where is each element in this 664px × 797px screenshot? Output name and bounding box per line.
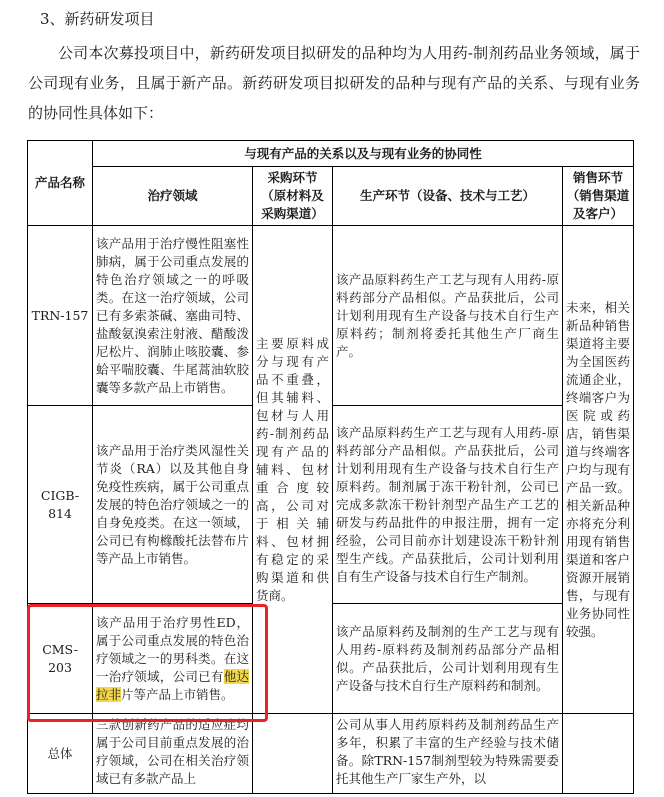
- product-relation-table: [27, 140, 634, 794]
- product-name: CIGB-814: [28, 406, 93, 604]
- therapy-cell: [93, 604, 253, 714]
- col-header-sales: 销售环节（销售渠道及客户）: [563, 167, 634, 226]
- therapy-cell: 三款创新药产品的适应症均属于公司目前重点发展的治疗领域，公司在相关治疗领域已有多款产品上: [93, 714, 253, 794]
- col-header-therapy: 治疗领域: [93, 167, 253, 226]
- col-header-product: 产品名称: [28, 141, 93, 226]
- section-heading: 3、新药研发项目: [40, 10, 155, 28]
- purchase-cell-empty: [253, 714, 333, 794]
- col-header-production: 生产环节（设备、技术与工艺）: [333, 167, 563, 226]
- table-row: [28, 714, 634, 794]
- col-header-purchase: 采购环节（原材料及采购渠道）: [253, 167, 333, 226]
- product-name: 总体: [28, 714, 93, 794]
- therapy-cell: 该产品用于治疗类风湿性关节炎（RA）以及其他自身免疫性疾病，属于公司重点发展的特色治疗领域之一的自身免疫类。在这一领域，公司已有枸橼酸托法替布片等产品上市销售。: [93, 406, 253, 604]
- purchase-cell: 主要原料成分与现有产品不重叠，但其辅料、包材与人用药-制剂药品现有产品的辅料、包材重合度较高，公司对于相关辅料、包材拥有稳定的采购渠道和供货商。: [253, 226, 333, 714]
- sales-cell-empty: [563, 714, 634, 794]
- highlighted-text: 他达拉非: [96, 668, 249, 702]
- table-row: [28, 226, 634, 406]
- therapy-text: 片等产品上市销售。: [121, 686, 234, 702]
- production-cell: 公司从事人用药原料药及制剂药品生产多年，积累了丰富的生产经验与技术储备。除TRN-157制剂型较为特殊需要委托其他生产厂家生产外，以: [333, 714, 563, 794]
- product-name: CMS-203: [28, 604, 93, 714]
- production-cell: 该产品原料药生产工艺与现有人用药-原料药部分产品相似。产品获批后，公司计划利用现有生产设备与技术自行生产原料药；制剂将委托其他生产厂商生产。: [333, 226, 563, 406]
- intro-paragraph: 公司本次募投项目中，新药研发项目拟研发的品种均为人用药-制剂药品业务领域，属于公司现有业务，且属于新产品。新药研发项目拟研发的品种与现有产品的关系、与现有业务的协同性具体如下：: [28, 44, 640, 122]
- production-cell: 该产品原料药生产工艺与现有人用药-原料药部分产品相似。产品获批后，公司计划利用现有生产设备与技术自行生产原料药。制剂属于冻干粉针剂，公司已完成多款冻干粉针剂型产品生产工艺的研发与药品批件的申报注册，拥有一定经验，公司目前亦计划建设冻干粉针剂型生产线。产品获批后，公司计划利用自有生产设备与技术自行生产制剂。: [333, 406, 563, 604]
- therapy-cell: 该产品用于治疗慢性阻塞性肺病，属于公司重点发展的特色治疗领域之一的呼吸类。在这一治疗领域，公司已有多索茶碱、塞曲司特、盐酸氨溴索注射液、醋酸泼尼松片、润肺止咳胶囊、参蛤平喘胶囊、牛尾蒿油软胶囊等多款产品上市销售。: [93, 226, 253, 406]
- product-name: TRN-157: [28, 226, 93, 406]
- therapy-text: 该产品用于治疗男性ED，属于公司重点发展的特色治疗领域之一的男科类。在这一治疗领域，公司已有: [96, 614, 249, 684]
- sales-cell: 未来，相关新品种销售渠道将主要为全国医药流通企业，终端客户为医院或药店，销售渠道与终端客户均与现有产品一致。相关新品种亦将充分利用现有销售渠道和客户资源开展销售，与现有业务协同性较强。: [563, 226, 634, 714]
- production-cell: 该产品原料药及制剂的生产工艺与现有人用药-原料药及制剂药品部分产品相似。产品获批后，公司计划利用现有生产设备与技术自行生产原料药和制剂。: [333, 604, 563, 714]
- group-header: 与现有产品的关系以及与现有业务的协同性: [93, 141, 634, 167]
